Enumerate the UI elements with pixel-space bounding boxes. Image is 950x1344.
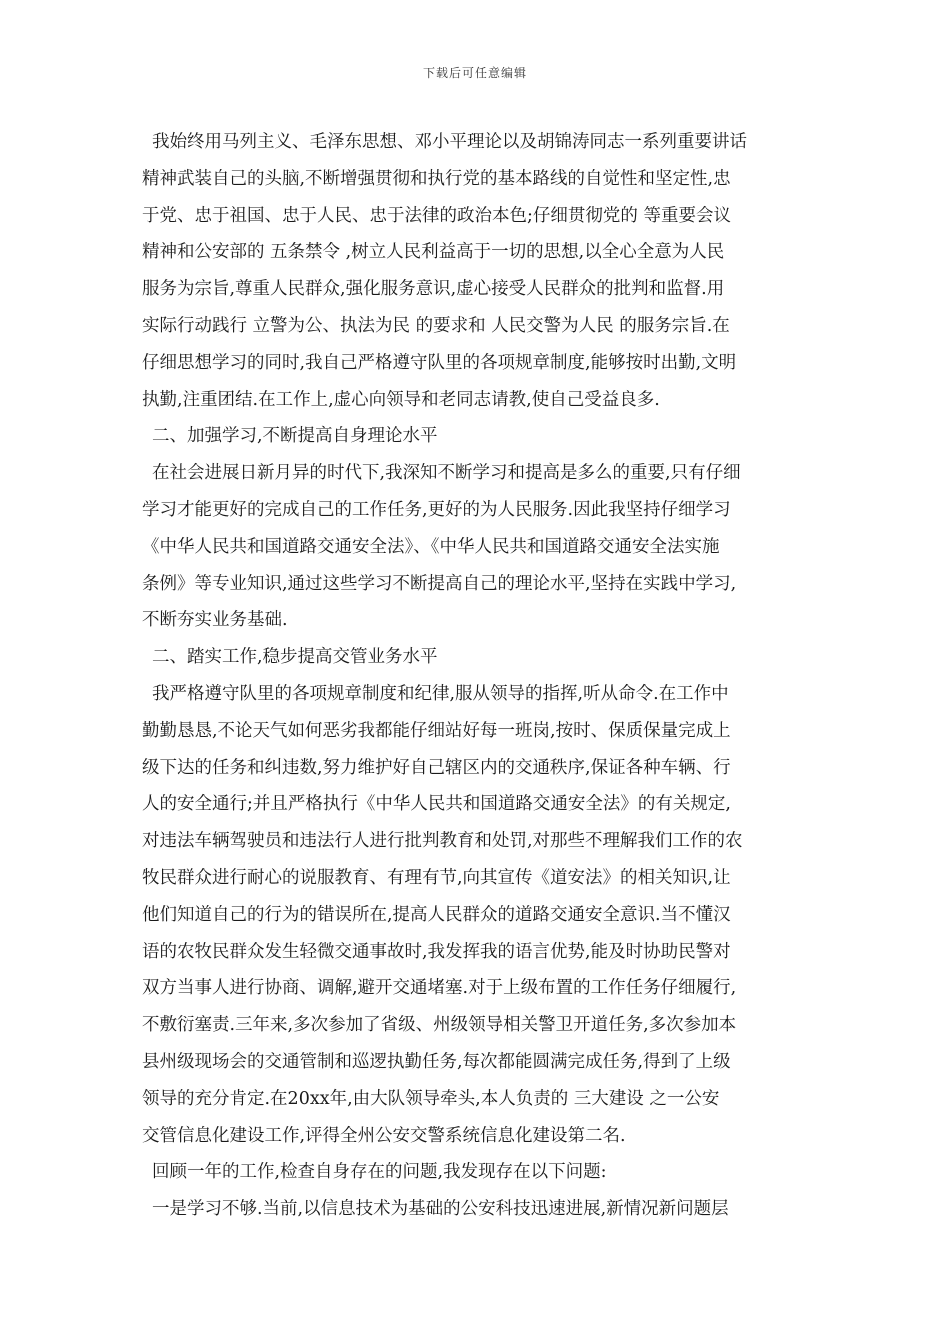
text-line: 不断夯实业务基础. (142, 610, 288, 631)
text-line: 勤勤恳恳,不论天气如何恶劣我都能仔细站好每一班岗,按时、保质保量完成上 (142, 720, 731, 741)
text-line: 服务为宗旨,尊重人民群众,强化服务意识,虚心接受人民群众的批判和监督.用 (142, 279, 725, 300)
text-line: 回顾一年的工作,检查自身存在的问题,我发现存在以下问题: (152, 1162, 607, 1183)
text-line: 语的农牧民群众发生轻微交通事故时,我发挥我的语言优势,能及时协助民警对 (142, 941, 731, 962)
text-line: 实际行动践行 立警为公、执法为民 的要求和 人民交警为人民 的服务宗旨.在 (142, 315, 730, 336)
text-line: 于党、忠于祖国、忠于人民、忠于法律的政治本色;仔细贯彻党的 等重要会议 (142, 205, 731, 226)
text-line: 牧民群众进行耐心的说服教育、有理有节,向其宣传《道安法》的相关知识,让 (142, 867, 731, 888)
text-line: 精神武装自己的头脑,不断增强贯彻和执行党的基本路线的自觉性和坚定性,忠 (142, 168, 731, 189)
text-line: 我始终用马列主义、毛泽东思想、邓小平理论以及胡锦涛同志一系列重要讲话 (152, 132, 747, 152)
text-line: 他们知道自己的行为的错误所在,提高人民群众的道路交通安全意识.当不懂汉 (142, 904, 731, 925)
text-line: 条例》等专业知识,通过这些学习不断提高自己的理论水平,坚持在实践中学习, (142, 573, 737, 594)
text-line: 不敷衍塞责.三年来,多次参加了省级、州级领导相关警卫开道任务,多次参加本 (142, 1015, 737, 1036)
text-line: 在社会进展日新月异的时代下,我深知不断学习和提高是多么的重要,只有仔细 (152, 463, 741, 484)
text-line: 我严格遵守队里的各项规章制度和纪律,服从领导的指挥,听从命令.在工作中 (152, 683, 729, 704)
document-body (142, 124, 810, 1228)
text-line: 执勤,注重团结.在工作上,虚心向领导和老同志请教,使自己受益良多. (142, 389, 660, 410)
text-line: 二、踏实工作,稳步提高交管业务水平 (152, 647, 438, 668)
text-line: 双方当事人进行协商、调解,避开交通堵塞.对于上级布置的工作任务仔细履行, (142, 978, 737, 999)
text-line: 二、加强学习,不断提高自身理论水平 (152, 426, 438, 447)
text-line: 一是学习不够.当前,以信息技术为基础的公安科技迅速进展,新情况新问题层 (152, 1199, 729, 1220)
text-line: 级下达的任务和纠违数,努力维护好自己辖区内的交通秩序,保证各种车辆、行 (142, 757, 731, 778)
text-line: 仔细思想学习的同时,我自己严格遵守队里的各项规章制度,能够按时出勤,文明 (142, 352, 737, 373)
text-line: 县州级现场会的交通管制和巡逻执勤任务,每次都能圆满完成任务,得到了上级 (142, 1051, 731, 1072)
text-line: 对违法车辆驾驶员和违法行人进行批判教育和处罚,对那些不理解我们工作的农 (142, 831, 743, 852)
text-line: 《中华人民共和国道路交通安全法》、《中华人民共和国道路交通安全法实施 (142, 536, 720, 557)
page-header: 下载后可任意编辑 (422, 66, 527, 80)
text-line: 学习才能更好的完成自己的工作任务,更好的为人民服务.因此我坚持仔细学习 (142, 499, 731, 520)
text-line: 交管信息化建设工作,评得全州公安交警系统信息化建设第二名. (142, 1125, 626, 1146)
text-line: 精神和公安部的 五条禁令 ,树立人民利益高于一切的思想,以全心全意为人民 (142, 242, 725, 263)
text-line: 人的安全通行;并且严格执行《中华人民共和国道路交通安全法》的有关规定, (142, 794, 731, 815)
text-line: 领导的充分肯定.在20xx年,由大队领导牵头,本人负责的 三大建设 之一公安 (142, 1088, 720, 1109)
